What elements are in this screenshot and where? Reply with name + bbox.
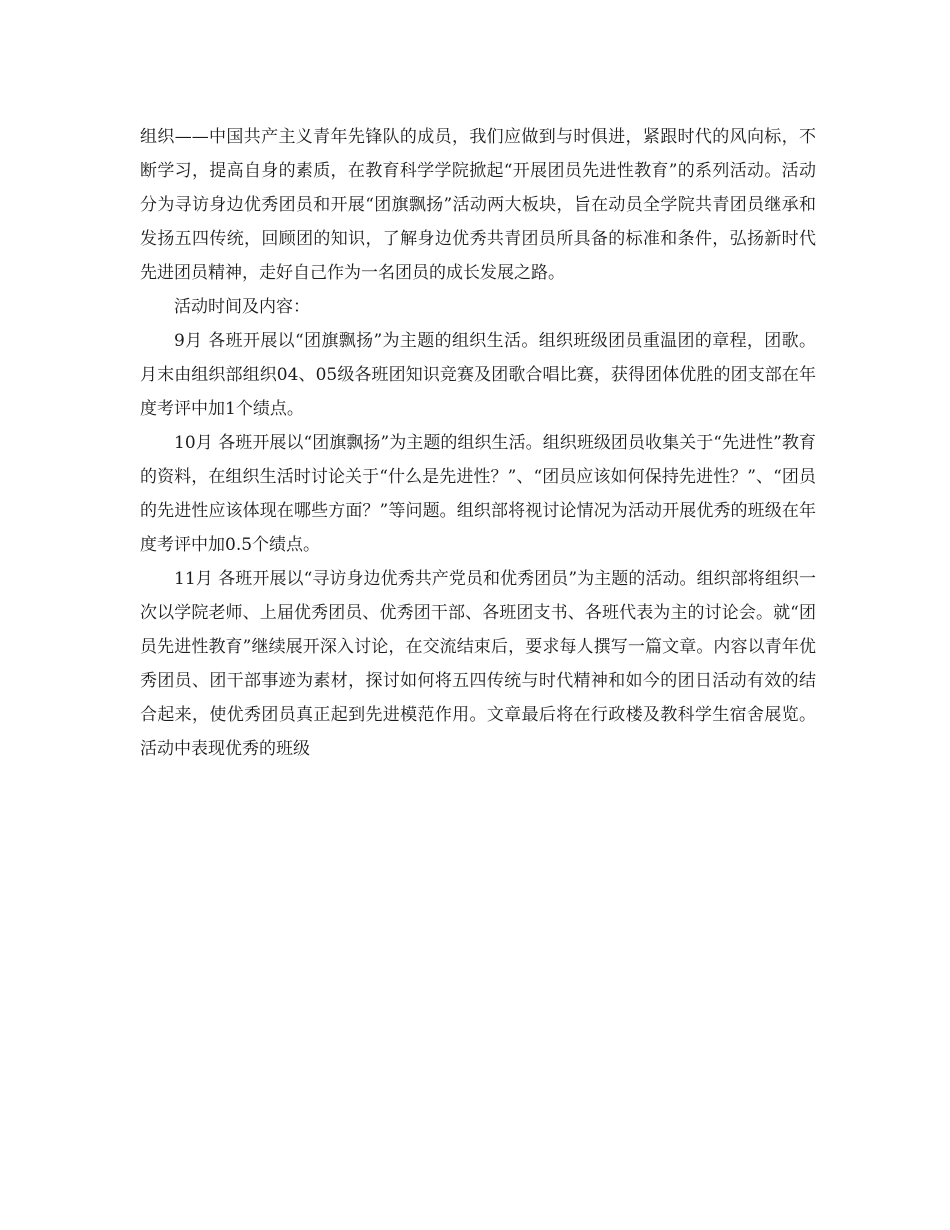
paragraph-november: 11月 各班开展以“寻访身边优秀共产党员和优秀团员”为主题的活动。组织部将组织一次以学院老师、上届优秀团员、优秀团干部、各班团支书、各班代表为主的讨论会。就“团员先进性教育”继续展开深入讨论，在交流结束后，要求每人撰写一篇文章。内容以青年优秀团员、团干部事迹为素材，探讨如何将五四传统与时代精神和如今的团日活动有效的结合起来，使优秀团员真正起到先进模范作用。文章最后将在行政楼及教科学生宿舍展览。活动中表现优秀的班级 [140,569,816,759]
paragraph-october: 10月 各班开展以“团旗飘扬”为主题的组织生活。组织班级团员收集关于“先进性”教育的资料，在组织生活时讨论关于“什么是先进性？”、“团员应该如何保持先进性？”、“团员的先进性应该体现在哪些方面？”等问题。组织部将视讨论情况为活动开展优秀的班级在年度考评中加0.5个绩点。 [140,433,816,555]
paragraph-section-heading: 活动时间及内容： [174,297,310,317]
paragraph-intro: 组织——中国共产主义青年先锋队的成员，我们应做到与时俱进，紧跟时代的风向标，不断学习，提高自身的素质，在教育科学学院掀起“开展团员先进性教育”的系列活动。活动分为寻访身边优秀团员和开展“团旗飘扬”活动两大板块，旨在动员全学院共青团员继承和发扬五四传统，回顾团的知识，了解身边优秀共青团员所具备的标准和条件，弘扬新时代先进团员精神，走好自己作为一名团员的成长发展之路。 [140,127,816,283]
paragraph-september: 9月 各班开展以“团旗飘扬”为主题的组织生活。组织班级团员重温团的章程，团歌。月末由组织部组织04、05级各班团知识竞赛及团歌合唱比赛，获得团体优胜的团支部在年度考评中加1个绩点。 [140,331,816,419]
document-body [140,120,816,766]
